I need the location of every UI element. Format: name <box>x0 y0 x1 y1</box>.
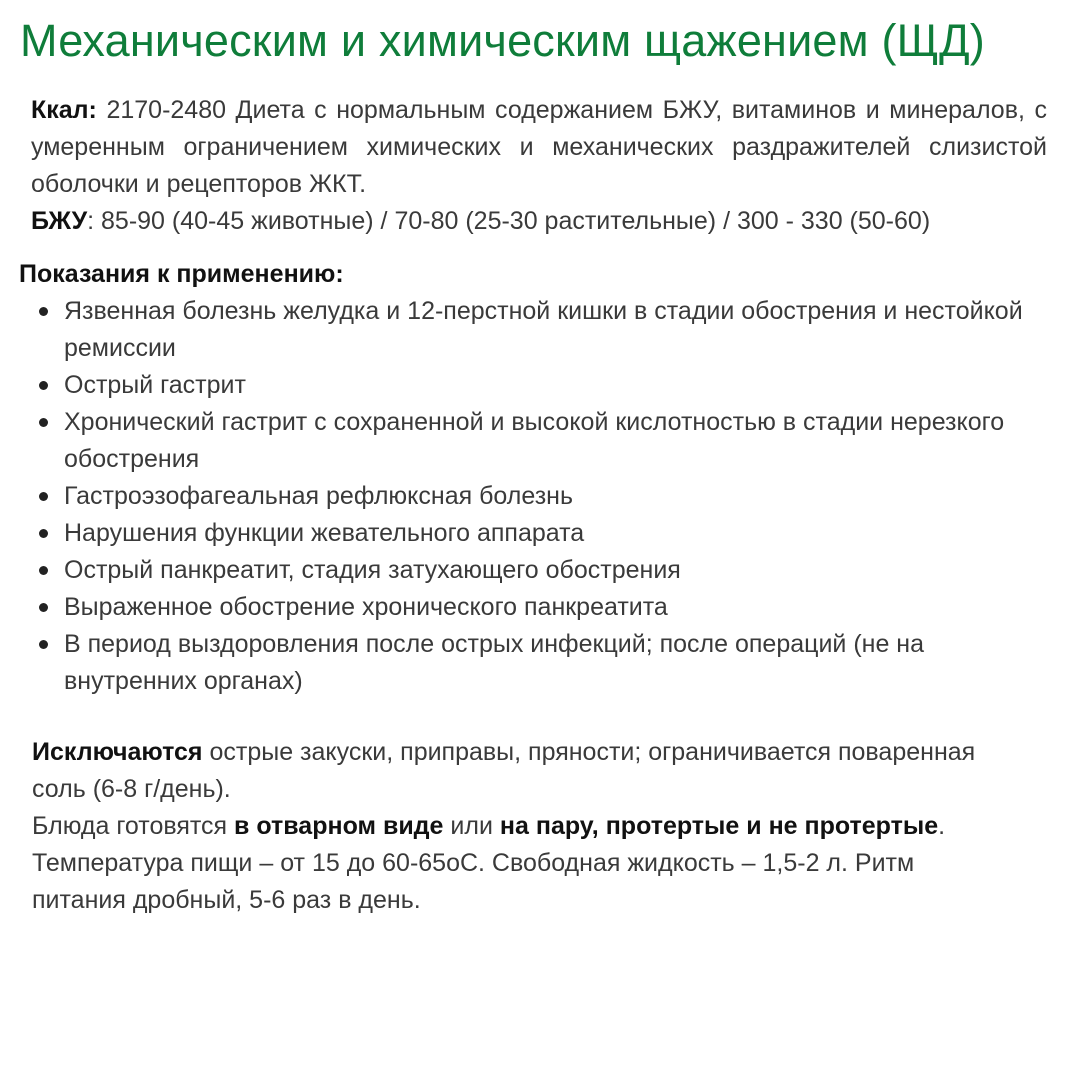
list-item <box>37 589 1027 626</box>
cooking-prefix: Блюда готовятся <box>32 812 235 840</box>
indications-list <box>37 293 1027 700</box>
list-item <box>37 404 1027 478</box>
bju-paragraph <box>31 203 1047 240</box>
bullet-icon <box>39 307 48 316</box>
cooking-method-boiled: в отварном виде <box>234 812 444 840</box>
list-item-text: Острый панкреатит, стадия затухающего обострения <box>64 556 681 584</box>
list-item-text: В период выздоровления после острых инфекций; после операций (не на внутренних органах) <box>64 630 925 695</box>
excluded-text: острые закуски, приправы, пряности; ограничивается поваренная соль (6-8 г/день). <box>32 738 976 803</box>
diet-summary <box>31 92 1047 240</box>
list-item <box>37 552 1027 589</box>
list-item-text: Хронический гастрит с сохраненной и высокой кислотностью в стадии нерезкого обострения <box>64 408 1005 473</box>
list-item-text: Нарушения функции жевательного аппарата <box>64 519 585 547</box>
indications-heading: Показания к применению: <box>19 260 344 288</box>
bullet-icon <box>39 529 48 538</box>
cooking-suffix: . <box>938 812 946 840</box>
cooking-middle: или <box>443 812 500 840</box>
list-item <box>37 626 1027 700</box>
diet-rules <box>32 734 992 919</box>
bullet-icon <box>39 603 48 612</box>
bullet-icon <box>39 492 48 501</box>
page-title: Механическим и химическим щажением (ЩД) <box>20 15 985 66</box>
list-item <box>37 293 1027 367</box>
cooking-method-steamed: на пару, протертые и не протертые <box>499 812 939 840</box>
bullet-icon <box>39 381 48 390</box>
bullet-icon <box>39 418 48 427</box>
bju-label: БЖУ <box>31 207 88 235</box>
kcal-text: 2170-2480 Диета с нормальным содержанием БЖУ, витаминов и минералов, с умеренным ограничением химических и механических раздражителей слизистой оболочки и рецепторов ЖКТ. <box>31 96 1047 198</box>
excluded-label: Исключаются <box>32 738 203 766</box>
bju-text: : 85-90 (40-45 животные) / 70-80 (25-30 растительные) / 300 - 330 (50-60) <box>87 207 931 235</box>
list-item-text: Острый гастрит <box>64 371 246 399</box>
cooking-paragraph <box>32 808 992 845</box>
kcal-label: Ккал: <box>31 96 97 124</box>
list-item <box>37 367 1027 404</box>
temperature-paragraph: Температура пищи – от 15 до 60-65оС. Свободная жидкость – 1,5-2 л. Ритм питания дробный, 5-6 раз в день. <box>32 849 915 914</box>
list-item-text: Гастроэзофагеальная рефлюксная болезнь <box>64 482 573 510</box>
list-item-text: Язвенная болезнь желудка и 12-перстной кишки в стадии обострения и нестойкой ремиссии <box>64 297 1023 362</box>
excluded-paragraph <box>32 734 992 808</box>
kcal-paragraph <box>31 92 1047 203</box>
bullet-icon <box>39 566 48 575</box>
bullet-icon <box>39 640 48 649</box>
list-item <box>37 515 1027 552</box>
list-item <box>37 478 1027 515</box>
list-item-text: Выраженное обострение хронического панкреатита <box>64 593 668 621</box>
